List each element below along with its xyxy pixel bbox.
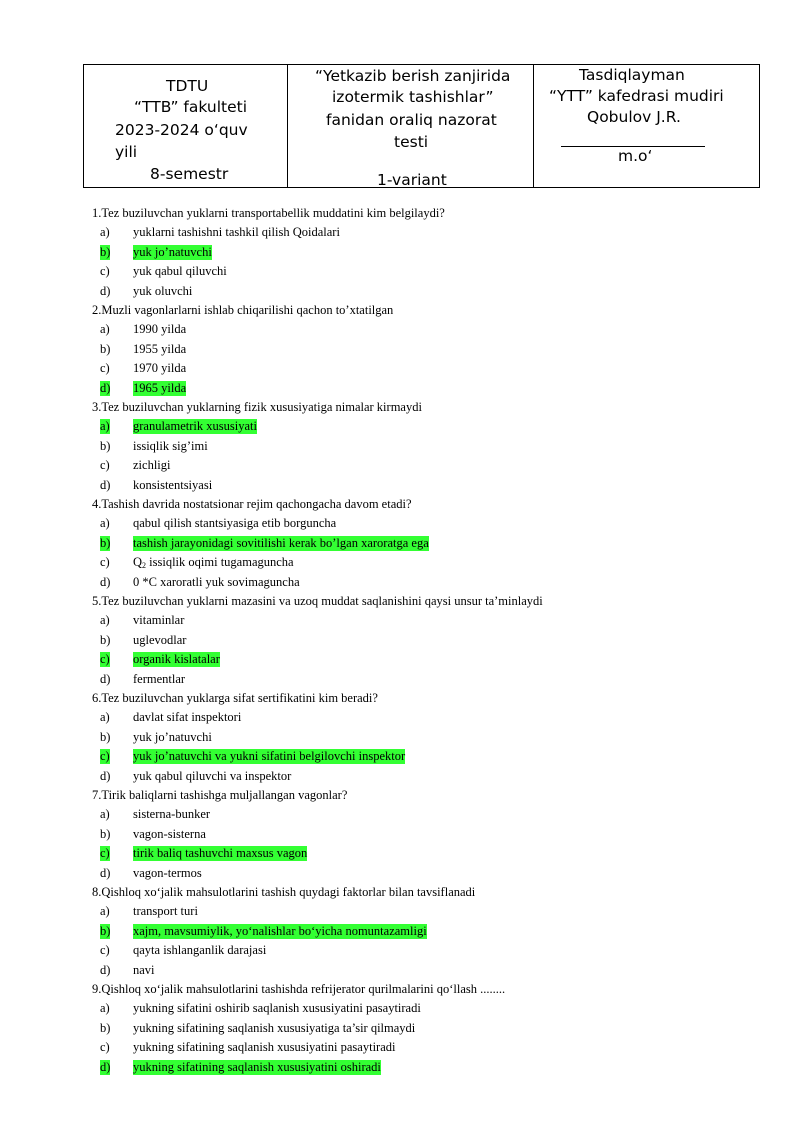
question-text: 3.Tez buziluvchan yuklarning fizik xususiyatiga nimalar kirmaydi [92, 400, 422, 414]
option-text: yukning sifatining saqlanish xususiyatini pasaytiradi [133, 1040, 396, 1055]
academic-year: 2023-2024 o‘quv [115, 121, 248, 139]
option-text: yuk jo’natuvchi [133, 729, 212, 744]
correct-answer-text: yuk jo’natuvchi va yukni sifatini belgilovchi inspektor [133, 749, 406, 764]
option-text: yuklarni tashishni tashkil qilish Qoidalari [133, 225, 340, 240]
option-text: yuk qabul qiluvchi [133, 264, 227, 279]
correct-answer-text: organik kislatalar [133, 652, 220, 667]
option-text: navi [133, 962, 155, 977]
option-text: 0 *C xaroratli yuk sovimaguncha [133, 574, 300, 589]
semester: 8-semestr [150, 165, 229, 183]
course-title-3: fanidan oraliq nazorat [326, 111, 497, 129]
correct-answer-text: 1965 yilda [133, 380, 187, 395]
option-text: yukning sifatining saqlanish xususiyatiga ta’sir qilmaydi [133, 1020, 416, 1035]
option-text: qayta ishlanganlik darajasi [133, 943, 267, 958]
academic-year-cont: yili [115, 143, 138, 161]
question-text: 1.Tez buziluvchan yuklarni transportabellik muddatini kim belgilaydi? [92, 206, 445, 220]
option-letter: b) [100, 341, 111, 356]
correct-answer-text: tashish jarayonidagi sovitilishi kerak bo’lgan xaroratga ega [133, 535, 429, 550]
option-letter: b) [100, 438, 111, 453]
option-text: uglevodlar [133, 632, 187, 647]
option-text: issiqlik sig’imi [133, 438, 208, 453]
option-text: transport turi [133, 904, 198, 919]
variant-label: 1-variant [377, 171, 447, 189]
option-text: vagon-sisterna [133, 826, 206, 841]
correct-answer-text: tirik baliq tashuvchi maxsus vagon [133, 846, 308, 861]
approval-label: Tasdiqlayman [579, 66, 685, 84]
option-letter: b) [100, 632, 111, 647]
option-text: vitaminlar [133, 613, 185, 628]
option-letter: a) [100, 516, 110, 531]
question-text: 8.Qishloq xo‘jalik mahsulotlarini tashish quydagi faktorlar bilan tavsiflanadi [92, 885, 476, 899]
option-text: vagon-termos [133, 865, 202, 880]
question-text: 6.Tez buziluvchan yuklarga sifat sertifikatini kim beradi? [92, 691, 378, 705]
option-text [133, 555, 294, 570]
department-head: “YTT” kafedrasi mudiri [549, 87, 724, 105]
option-letter: c) [100, 361, 110, 376]
header-center-cell [287, 65, 534, 187]
option-letter: d) [100, 380, 111, 395]
option-letter: d) [100, 477, 111, 492]
option-letter: b) [100, 244, 111, 259]
option-text: yuk oluvchi [133, 283, 193, 298]
option-letter: b) [100, 1020, 111, 1035]
university-name: TDTU [166, 77, 209, 95]
option-letter: c) [100, 846, 110, 861]
option-text: 1990 yilda [133, 322, 187, 337]
course-title-4: testi [394, 133, 429, 151]
correct-answer-text: granulametrik xususiyati [133, 419, 257, 434]
option-letter: a) [100, 1001, 110, 1016]
option-letter: d) [100, 283, 111, 298]
option-letter: d) [100, 671, 111, 686]
question-text: 2.Muzli vagonlarlarni ishlab chiqarilishi qachon to’xtatilgan [92, 303, 394, 317]
correct-answer-text: yukning sifatining saqlanish xususiyatini oshiradi [133, 1059, 381, 1074]
option-letter: d) [100, 865, 111, 880]
option-text: sisterna-bunker [133, 807, 211, 822]
option-letter: a) [100, 807, 110, 822]
subscript: 2 [142, 561, 147, 571]
option-letter: c) [100, 458, 110, 473]
option-letter: a) [100, 710, 110, 725]
question-text: 7.Tirik baliqlarni tashishga muljallangan vagonlar? [92, 788, 348, 802]
faculty-name: “TTB” fakulteti [134, 98, 248, 116]
question-text: 5.Tez buziluvchan yuklarni mazasini va uzoq muddat saqlanishini qaysi unsur ta’minlaydi [92, 594, 543, 608]
approver-name: Qobulov J.R. [587, 108, 681, 126]
option-letter: d) [100, 962, 111, 977]
option-letter: d) [100, 1059, 111, 1074]
option-letter: d) [100, 574, 111, 589]
option-text: yuk qabul qiluvchi va inspektor [133, 768, 292, 783]
header-right-cell [533, 65, 759, 187]
option-letter: c) [100, 264, 110, 279]
correct-answer-text: yuk jo’natuvchi [133, 244, 212, 259]
option-letter: c) [100, 1040, 110, 1055]
question-text: 4.Tashish davrida nostatsionar rejim qachongacha davom etadi? [92, 497, 412, 511]
option-text: konsistentsiyasi [133, 477, 213, 492]
option-letter: c) [100, 652, 110, 667]
header-table [83, 64, 760, 188]
course-title-2: izotermik tashishlar” [332, 88, 494, 106]
option-letter: b) [100, 826, 111, 841]
option-text: yukning sifatini oshirib saqlanish xususiyatini pasaytiradi [133, 1001, 421, 1016]
stamp-place: m.o‘ [618, 147, 653, 165]
option-text: fermentlar [133, 671, 186, 686]
option-text: zichligi [133, 458, 171, 473]
option-text: 1970 yilda [133, 361, 187, 376]
option-letter: a) [100, 613, 110, 628]
option-letter: c) [100, 943, 110, 958]
option-text-main: Q [133, 555, 143, 570]
option-letter: c) [100, 749, 110, 764]
option-text: davlat sifat inspektori [133, 710, 242, 725]
option-letter: b) [100, 923, 111, 938]
option-letter: a) [100, 419, 110, 434]
option-letter: a) [100, 322, 110, 337]
option-letter: b) [100, 535, 111, 550]
question-text: 9.Qishloq xo‘jalik mahsulotlarini tashishda refrijerator qurilmalarini qo‘llash ........ [92, 982, 506, 996]
header-left-cell [84, 65, 288, 187]
option-text: 1955 yilda [133, 341, 187, 356]
option-letter: b) [100, 729, 111, 744]
option-letter: c) [100, 555, 110, 570]
course-title-1: “Yetkazib berish zanjirida [315, 67, 511, 85]
option-letter: a) [100, 904, 110, 919]
option-text-tail: issiqlik oqimi tugamaguncha [146, 555, 294, 570]
option-text: qabul qilish stantsiyasiga etib borguncha [133, 516, 337, 531]
correct-answer-text: xajm, mavsumiylik, yo‘nalishlar bo‘yicha nomuntazamligi [133, 923, 427, 938]
option-letter: a) [100, 225, 110, 240]
option-letter: d) [100, 768, 111, 783]
